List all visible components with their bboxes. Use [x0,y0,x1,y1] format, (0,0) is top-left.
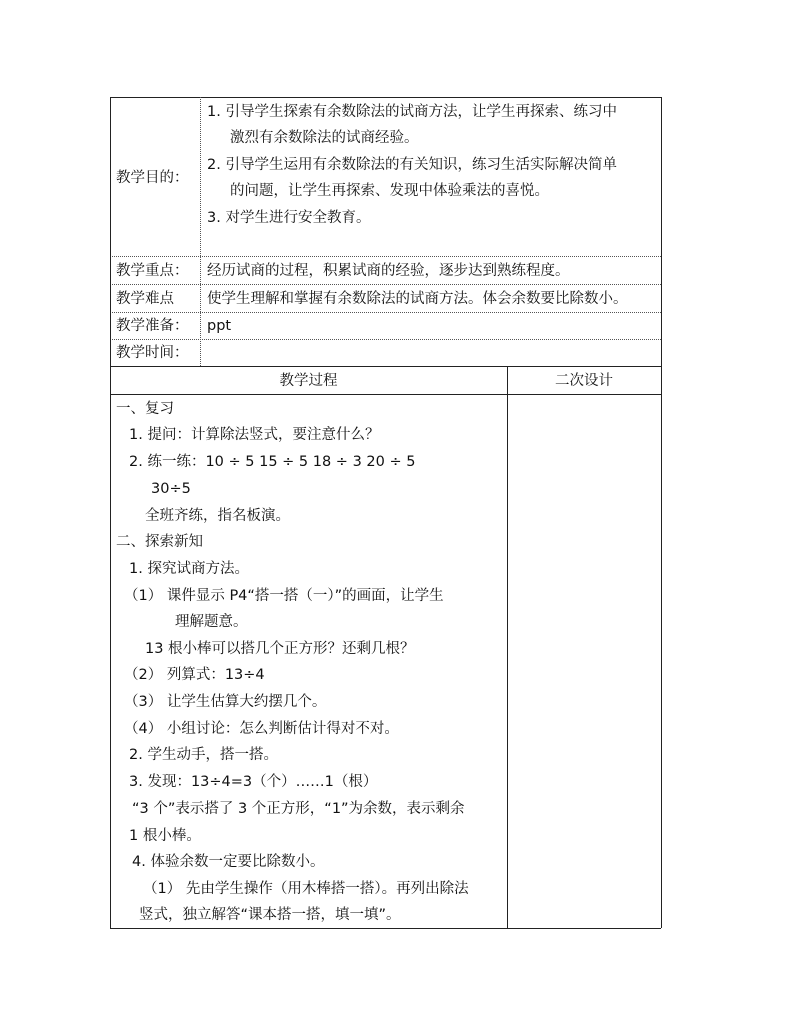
table-divider [110,339,661,340]
process-line: 全班齐练，指名板演。 [145,508,290,524]
process-line: （4） 小组讨论：怎么判断估计得对不对。 [124,721,399,737]
difficulty-value: 使学生理解和掌握有余数除法的试商方法。体会余数要比除数小。 [207,291,628,307]
process-line: 1 根小棒。 [129,828,201,844]
process-line: 3. 发现：13÷4=3（个）……1（根） [129,774,378,790]
prep-value: ppt [207,318,232,334]
goals-label: 教学目的： [116,170,189,186]
table-border-bottom [110,928,661,929]
table-divider [110,284,661,285]
process-line: “3 个”表示搭了 3 个正方形，“1”为余数，表示剩余 [132,801,465,817]
table-border-left [110,97,111,928]
process-line: （3） 让学生估算大约摆几个。 [124,694,327,710]
table-divider [110,256,661,257]
second-design-divider [507,366,508,928]
process-line: 一、复习 [116,401,174,417]
time-label: 教学时间： [116,345,189,361]
process-line: （2） 列算式：13÷4 [124,667,265,683]
process-line: 竖式，独立解答“课本搭一搭，填一填”。 [139,907,401,923]
goal-line: 3. 对学生进行安全教育。 [207,210,371,226]
prep-label: 教学准备： [116,318,189,334]
process-line: 理解题意。 [175,614,248,630]
goal-line: 激烈有余数除法的试商经验。 [230,130,419,146]
key-value: 经历试商的过程，积累试商的经验，逐步达到熟练程度。 [207,263,570,279]
process-line: （1） 先由学生操作（用木棒搭一搭）。再列出除法 [143,881,469,897]
process-line: 13 根小棒可以搭几个正方形？还剩几根？ [145,641,415,657]
process-line: 2. 学生动手，搭一搭。 [129,747,278,763]
process-line: 2. 练一练：10 ÷ 5 15 ÷ 5 18 ÷ 3 20 ÷ 5 [129,454,416,470]
table-divider [110,394,661,395]
table-divider [110,312,661,313]
process-line: （1） 课件显示 P4“搭一搭（一）”的画面，让学生 [124,588,444,604]
process-header: 教学过程 [279,373,338,389]
key-label: 教学重点： [116,263,189,279]
difficulty-label: 教学难点 [116,291,174,307]
goal-line: 2. 引导学生运用有余数除法的有关知识，练习生活实际解决简单 [207,157,617,173]
process-line: 1. 探究试商方法。 [129,561,249,577]
label-column-divider [200,97,201,366]
second-design-header: 二次设计 [555,373,613,389]
table-border-right [661,97,662,928]
goal-line: 的问题，让学生再探索、发现中体验乘法的喜悦。 [230,183,549,199]
process-line: 1. 提问：计算除法竖式，要注意什么？ [129,427,380,443]
table-divider [110,366,661,367]
process-line: 二、探索新知 [116,534,203,550]
process-line: 30÷5 [151,481,191,497]
goal-line: 1. 引导学生探索有余数除法的试商方法，让学生再探索、练习中 [207,104,617,120]
process-line: 4. 体验余数一定要比除数小。 [132,854,325,870]
table-border-top [110,97,661,98]
